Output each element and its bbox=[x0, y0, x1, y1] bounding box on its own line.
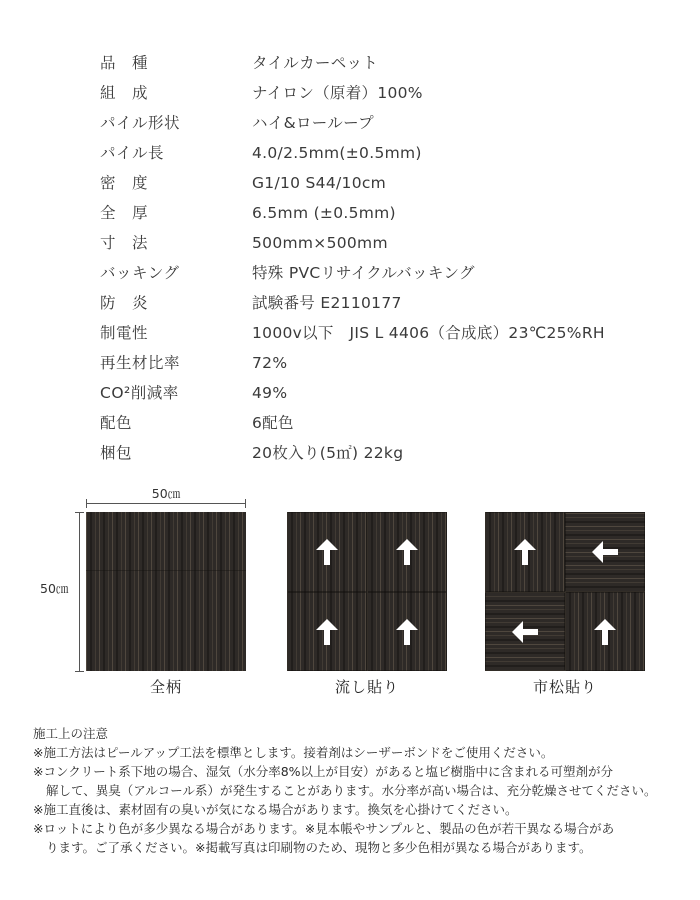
pattern-seam bbox=[86, 570, 246, 571]
spec-label: 制電性 bbox=[100, 324, 149, 342]
spec-value: 4.0/2.5mm(±0.5mm) bbox=[252, 144, 422, 162]
note-line: ります。ご了承ください。※掲載写真は印刷物のため、現物と多少色相が異なる場合があります。 bbox=[46, 840, 592, 855]
tile-quadrant bbox=[287, 592, 367, 672]
dimension-tick bbox=[86, 499, 87, 508]
spec-label: 配色 bbox=[100, 414, 133, 432]
tile-quadrant bbox=[367, 592, 447, 672]
spec-value: 特殊 PVCリサイクルバッキング bbox=[252, 264, 475, 282]
caption-monolithic: 流し貼り bbox=[334, 678, 399, 696]
caption-full-pattern: 全柄 bbox=[149, 678, 182, 696]
dimension-tick bbox=[75, 512, 84, 513]
notes-title: 施工上の注意 bbox=[33, 726, 109, 741]
height-dimension bbox=[75, 512, 85, 672]
tile-quadrant bbox=[565, 592, 645, 672]
height-dimension-label: 50㎝ bbox=[40, 581, 69, 596]
spec-value: G1/10 S44/10cm bbox=[252, 174, 387, 192]
arrow-up-icon bbox=[315, 619, 339, 645]
spec-value: ナイロン（原着）100% bbox=[252, 84, 423, 102]
caption-quarter-turn: 市松貼り bbox=[532, 678, 597, 696]
tile-quadrant bbox=[485, 592, 565, 672]
spec-value: 72% bbox=[252, 354, 288, 372]
tile-quadrant bbox=[287, 512, 367, 592]
note-line: 解して、異臭（アルコール系）が発生することがあります。水分率が高い場合は、充分乾燥させてください。 bbox=[46, 783, 657, 798]
note-line: ※ロットにより色が多少異なる場合があります。※見本帳やサンプルと、製品の色が若干異なる場合があ bbox=[33, 821, 615, 836]
tile-image-full-pattern bbox=[86, 512, 246, 671]
spec-label: CO²削減率 bbox=[100, 384, 179, 402]
tile-quadrant bbox=[367, 512, 447, 592]
note-line: ※施工直後は、素材固有の臭いが気になる場合があります。換気を心掛けてください。 bbox=[33, 802, 518, 817]
arrow-up-icon bbox=[593, 619, 617, 645]
arrow-up-icon bbox=[395, 539, 419, 565]
spec-value: 1000v以下 JIS L 4406（合成底）23℃25%RH bbox=[252, 324, 605, 342]
arrow-left-icon bbox=[592, 540, 618, 564]
arrow-up-icon bbox=[513, 539, 537, 565]
dimension-line bbox=[86, 503, 246, 504]
spec-value: 500mm×500mm bbox=[252, 234, 388, 252]
spec-value: 20枚入り(5㎡) 22kg bbox=[252, 444, 404, 462]
tile-image-monolithic bbox=[287, 512, 447, 671]
spec-label: 品 種 bbox=[100, 54, 149, 72]
note-line: ※コンクリート系下地の場合、湿気（水分率8%以上が目安）があると塩ビ樹脂中に含まれる可塑剤が分 bbox=[33, 764, 614, 779]
arrow-up-icon bbox=[315, 539, 339, 565]
tile-quadrant bbox=[485, 512, 565, 592]
spec-value: タイルカーペット bbox=[252, 54, 379, 72]
spec-label: 再生材比率 bbox=[100, 354, 181, 372]
spec-value: ハイ&ローループ bbox=[252, 114, 374, 132]
spec-label: パイル長 bbox=[100, 144, 165, 162]
spec-label: パイル形状 bbox=[100, 114, 181, 132]
spec-label: バッキング bbox=[100, 264, 180, 282]
spec-value: 試験番号 E2110177 bbox=[252, 294, 402, 312]
spec-label: 梱包 bbox=[100, 444, 133, 462]
spec-label: 防 炎 bbox=[100, 294, 149, 312]
installation-notes bbox=[33, 724, 657, 857]
spec-label: 密 度 bbox=[100, 174, 149, 192]
width-dimension-label: 50㎝ bbox=[151, 486, 181, 501]
spec-label: 全 厚 bbox=[100, 204, 149, 222]
spec-value: 6.5mm (±0.5mm) bbox=[252, 204, 396, 222]
dimension-line bbox=[79, 512, 80, 672]
spec-label: 寸 法 bbox=[100, 234, 149, 252]
width-dimension bbox=[86, 488, 246, 508]
arrow-up-icon bbox=[395, 619, 419, 645]
dimension-tick bbox=[75, 671, 84, 672]
note-line: ※施工方法はピールアップ工法を標準とします。接着剤はシーザーボンドをご使用ください。 bbox=[33, 745, 554, 760]
arrow-left-icon bbox=[512, 620, 538, 644]
spec-value: 49% bbox=[252, 384, 288, 402]
spec-value: 6配色 bbox=[252, 414, 294, 432]
dimension-tick bbox=[245, 499, 246, 508]
tile-image-quarter-turn bbox=[485, 512, 645, 671]
spec-label: 組 成 bbox=[100, 84, 149, 102]
tile-quadrant bbox=[565, 512, 645, 592]
